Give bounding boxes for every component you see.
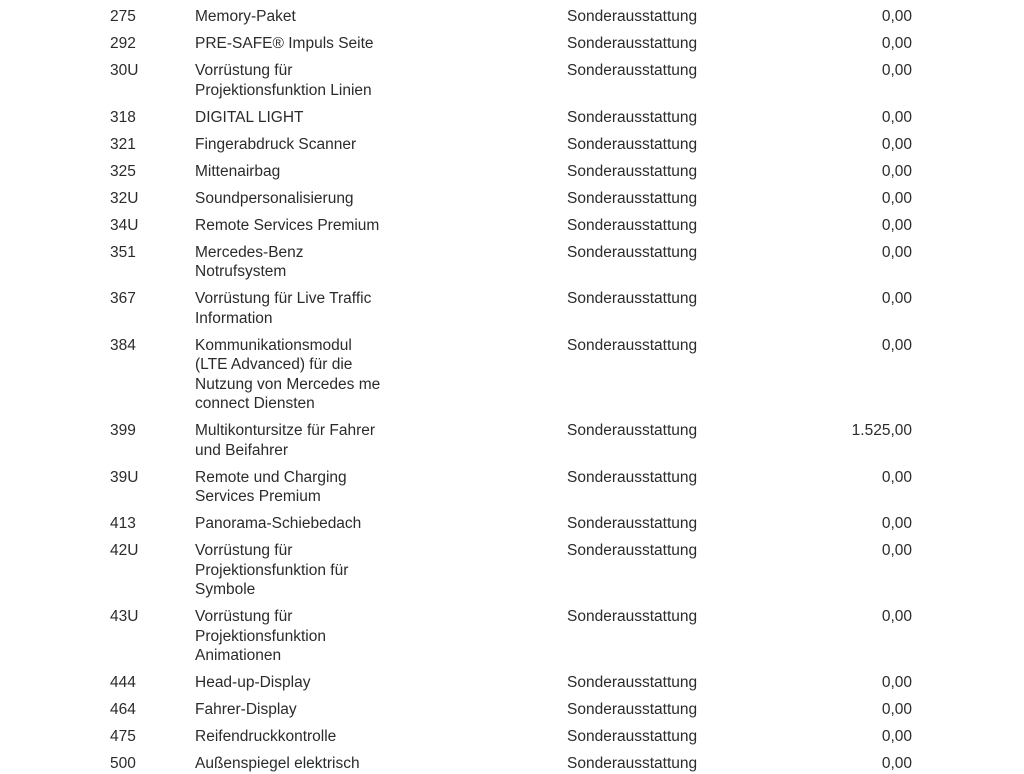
option-code: 351 — [110, 243, 136, 261]
option-description — [195, 135, 425, 155]
option-description — [195, 162, 425, 182]
option-category: Sonderausstattung — [567, 162, 698, 180]
option-code: 42U — [110, 542, 139, 559]
option-description — [195, 514, 425, 534]
option-description-line: Fingerabdruck Scanner — [195, 135, 357, 153]
option-description — [195, 189, 425, 209]
option-description — [195, 289, 425, 328]
option-code: 464 — [110, 701, 136, 718]
option-description-line: Projektionsfunktion für — [195, 561, 349, 579]
option-description-line: Außenspiegel elektrisch — [195, 755, 360, 772]
option-code: 384 — [110, 336, 136, 354]
option-category: Sonderausstattung — [567, 189, 698, 207]
option-code: 444 — [110, 674, 136, 691]
option-price: 0,00 — [881, 162, 912, 180]
option-description-line: Soundpersonalisierung — [195, 189, 354, 207]
option-description-line: Kommunikationsmodul — [195, 336, 352, 354]
option-code: 32U — [110, 189, 139, 207]
option-price: 1.525,00 — [851, 422, 912, 439]
option-description — [195, 727, 425, 747]
option-price: 0,00 — [881, 336, 912, 354]
option-price: 0,00 — [881, 674, 912, 691]
option-category: Sonderausstattung — [567, 674, 698, 691]
option-price: 0,00 — [881, 189, 912, 207]
option-code: 367 — [110, 290, 136, 307]
option-category: Sonderausstattung — [567, 62, 698, 79]
option-description-line: DIGITAL LIGHT — [195, 108, 304, 126]
option-category: Sonderausstattung — [567, 608, 698, 625]
option-price: 0,00 — [881, 701, 912, 718]
option-price: 0,00 — [881, 515, 912, 532]
option-code: 30U — [110, 62, 139, 79]
option-category: Sonderausstattung — [567, 336, 698, 354]
option-description-line: Nutzung von Mercedes me — [195, 375, 381, 393]
option-category: Sonderausstattung — [567, 216, 698, 234]
option-description-line: Remote Services Premium — [195, 216, 380, 234]
option-description — [195, 34, 425, 54]
option-category: Sonderausstattung — [567, 422, 698, 439]
option-category: Sonderausstattung — [567, 108, 698, 126]
option-description — [195, 700, 425, 720]
option-category: Sonderausstattung — [567, 468, 698, 486]
option-price: 0,00 — [881, 755, 912, 772]
option-description-line: und Beifahrer — [195, 441, 289, 459]
option-code: 39U — [110, 468, 139, 486]
option-code: 325 — [110, 162, 136, 180]
option-category: Sonderausstattung — [567, 135, 698, 153]
option-code: 43U — [110, 608, 139, 625]
option-description — [195, 336, 425, 414]
option-description-line: Animationen — [195, 647, 282, 664]
option-price: 0,00 — [881, 290, 912, 307]
option-category: Sonderausstattung — [567, 35, 698, 52]
option-description-line: Memory-Paket — [195, 8, 296, 25]
option-price: 0,00 — [881, 216, 912, 234]
option-description-line: (LTE Advanced) für die — [195, 356, 353, 373]
option-description-line: Mercedes-Benz — [195, 243, 304, 261]
option-code: 500 — [110, 755, 136, 772]
option-category: Sonderausstattung — [567, 728, 698, 745]
option-price: 0,00 — [881, 108, 912, 126]
option-code: 34U — [110, 216, 139, 234]
option-description-line: Remote und Charging — [195, 468, 347, 486]
option-price: 0,00 — [881, 62, 912, 79]
option-price: 0,00 — [881, 135, 912, 153]
option-description — [195, 541, 425, 600]
option-description — [195, 243, 425, 282]
option-code: 321 — [110, 135, 136, 153]
option-description-line: Projektionsfunktion Linien — [195, 81, 372, 99]
option-category: Sonderausstattung — [567, 243, 698, 261]
option-description-line: Projektionsfunktion — [195, 627, 326, 645]
option-description — [195, 673, 425, 693]
option-category: Sonderausstattung — [567, 755, 698, 772]
option-code: 318 — [110, 108, 136, 126]
option-description-line: Mittenairbag — [195, 162, 281, 180]
option-category: Sonderausstattung — [567, 701, 698, 718]
option-description-line: Multikontursitze für Fahrer — [195, 422, 376, 439]
option-code: 292 — [110, 35, 136, 52]
option-description-line: Vorrüstung für Live Traffic — [195, 290, 372, 307]
option-description-line: Notrufsystem — [195, 263, 287, 280]
option-category: Sonderausstattung — [567, 290, 698, 307]
option-code: 275 — [110, 8, 136, 25]
option-description-line: Services Premium — [195, 488, 321, 505]
option-category: Sonderausstattung — [567, 542, 698, 559]
option-description-line: Vorrüstung für — [195, 62, 293, 79]
option-description-line: Vorrüstung für — [195, 608, 293, 625]
option-description — [195, 216, 425, 236]
option-description — [195, 421, 425, 460]
option-description-line: Panorama-Schiebedach — [195, 515, 362, 532]
option-description-line: PRE-SAFE® Impuls Seite — [195, 35, 374, 52]
option-description-line: Vorrüstung für — [195, 542, 293, 559]
option-price: 0,00 — [881, 8, 912, 25]
option-description-line: Symbole — [195, 581, 256, 598]
option-description-line: Information — [195, 309, 273, 327]
option-description — [195, 108, 425, 128]
option-description-line: Fahrer-Display — [195, 701, 297, 718]
option-description-line: Reifendruckkontrolle — [195, 728, 337, 745]
option-description — [195, 61, 425, 100]
option-price: 0,00 — [881, 608, 912, 625]
option-description-line: connect Diensten — [195, 395, 315, 412]
option-description — [195, 754, 425, 774]
option-description — [195, 607, 425, 666]
option-price: 0,00 — [881, 35, 912, 52]
option-code: 399 — [110, 422, 136, 439]
option-category: Sonderausstattung — [567, 515, 698, 532]
option-price: 0,00 — [881, 468, 912, 486]
option-price: 0,00 — [881, 243, 912, 261]
option-category: Sonderausstattung — [567, 8, 698, 25]
option-description-line: Head-up-Display — [195, 674, 311, 691]
option-code: 475 — [110, 728, 136, 745]
option-description — [195, 7, 425, 27]
option-code: 413 — [110, 515, 136, 532]
option-price: 0,00 — [881, 728, 912, 745]
option-price: 0,00 — [881, 542, 912, 559]
option-description — [195, 468, 425, 507]
